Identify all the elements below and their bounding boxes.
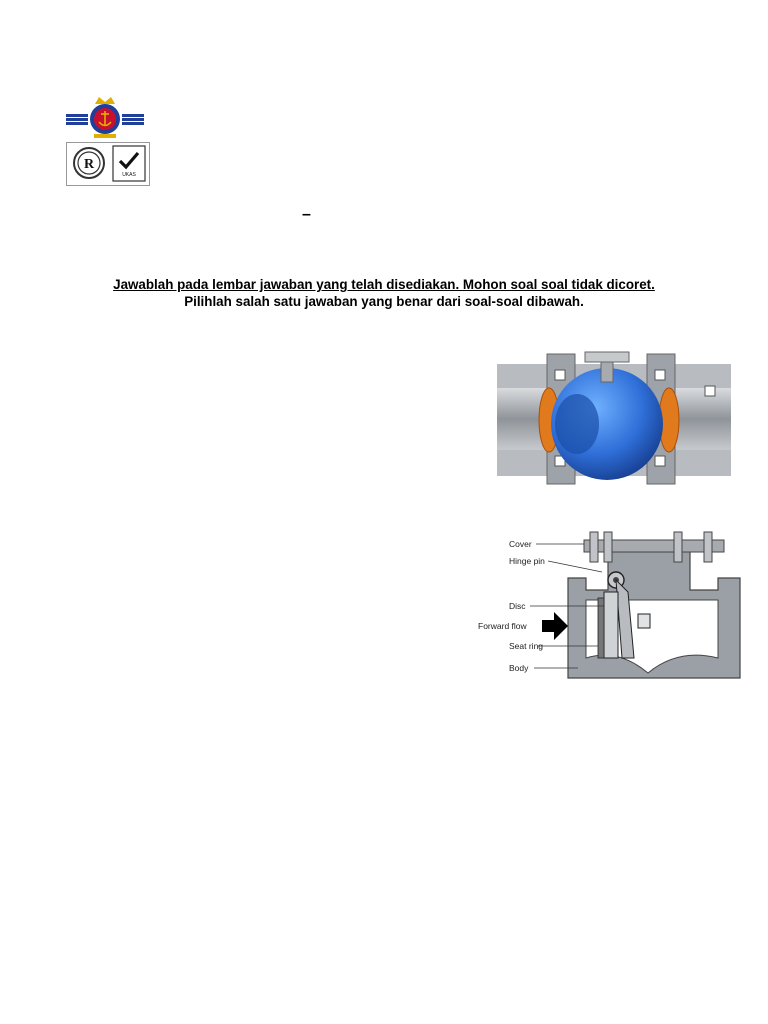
svg-text:R: R [83,157,95,172]
label-cover: Cover [509,539,532,549]
registered-mark-logo [74,148,104,178]
certification-logos [66,142,150,186]
emblem-wing-right [122,114,144,125]
emblem-ribbon [94,134,116,138]
label-disc: Disc [509,601,526,611]
emblem-crown [95,97,115,104]
swing-check-valve-diagram [478,528,742,684]
ukas-certification-badge [113,146,145,181]
label-forward-flow: Forward flow [478,621,527,631]
label-body: Body [509,663,529,673]
header-dash: – [302,206,311,223]
emblem-wing-left [66,114,88,125]
label-hinge-pin: Hinge pin [509,556,545,566]
instruction-line-2: Pilihlah salah satu jawaban yang benar dari soal-soal dibawah. [184,294,584,309]
instruction-line-1: Jawablah pada lembar jawaban yang telah disediakan. Mohon soal soal tidak dicoret. [113,277,655,292]
institution-emblem-logo [64,94,146,140]
label-seat-ring: Seat ring [509,641,544,651]
seat-ring-shape [598,598,604,658]
ball-valve-illustration [497,348,731,490]
svg-text:UKAS: UKAS [122,172,136,178]
forward-flow-arrow-icon [542,612,568,640]
disc-shape [604,592,618,658]
